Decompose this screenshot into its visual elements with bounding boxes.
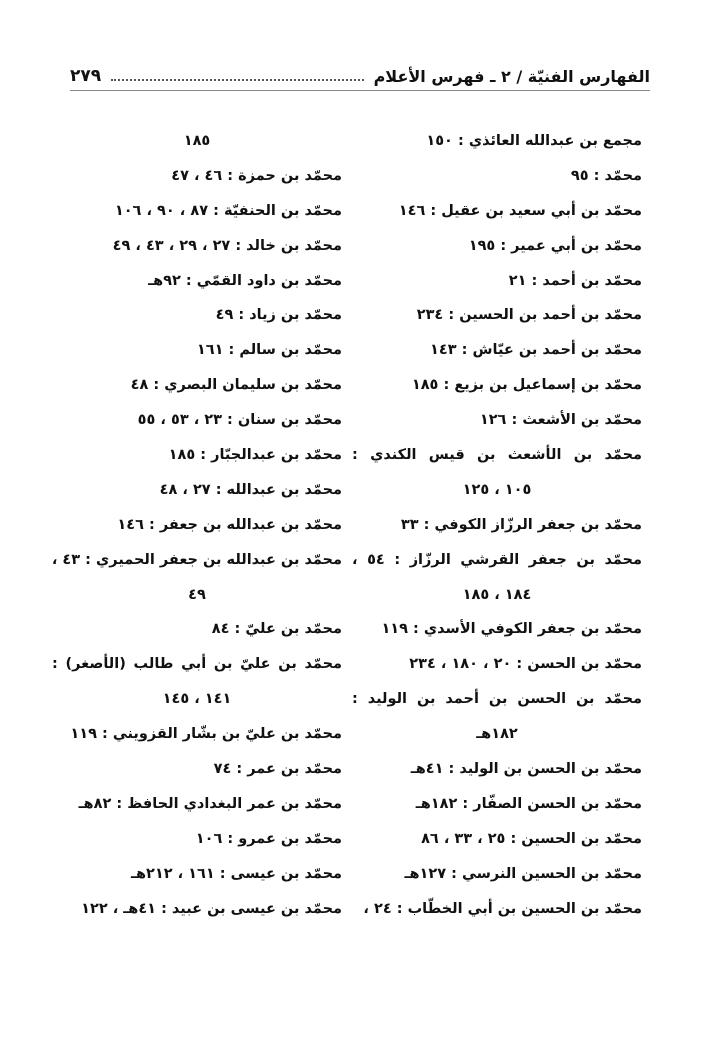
index-entry: محمّد بن أبي عمير : ١٩٥ [468, 237, 642, 254]
index-entry: محمّد : ٩٥ [570, 167, 642, 184]
index-entry: محمّد بن داود القمّي : ٩٢هـ [148, 272, 342, 289]
index-entry: محمّد بن الحسن الصفّار : ١٨٢هـ [415, 795, 642, 812]
index-entry: محمّد بن عيسى بن عبيد : ٤١هـ ، ١٢٢ [81, 900, 342, 917]
index-entry: مجمع بن عبدالله العائذي : ١٥٠ [426, 133, 642, 149]
index-entry: محمّد بن الحسين : ٢٥ ، ٣٣ ، ٨٦ [421, 830, 642, 847]
index-entry-continuation: ١٤١ ، ١٤٥ [162, 691, 232, 708]
index-entry: محمّد بن خالد : ٢٧ ، ٢٩ ، ٤٣ ، ٤٩ [112, 237, 342, 254]
index-entry: محمّد بن إسماعيل بن بزيع : ١٨٥ [411, 377, 642, 394]
index-entry: محمّد بن حمزة : ٤٦ ، ٤٧ [171, 167, 342, 184]
index-entry: محمّد بن أحمد بن الحسين : ٢٣٤ [416, 307, 642, 324]
index-entry-continuation: ٤٩ [188, 586, 206, 603]
index-entry: محمّد بن عبدالله بن جعفر الحميري : ٤٣ ، [51, 551, 342, 568]
index-entry: محمّد بن الحسين بن أبي الخطّاب : ٢٤ ، [363, 900, 642, 917]
index-entry: محمّد بن عمرو : ١٠٦ [195, 830, 342, 847]
index-entry: محمّد بن عبدالجبّار : ١٨٥ [168, 447, 342, 464]
index-entry: محمّد بن أبي سعيد بن عقيل : ١٤٦ [398, 202, 642, 219]
index-entry: محمّد بن عمر البغدادي الحافظ : ٨٢هـ [78, 795, 342, 812]
index-entry: محمّد بن عبدالله : ٢٧ ، ٤٨ [159, 481, 342, 498]
index-entry: محمّد بن عليّ بن أبي طالب (الأصغر) : [52, 656, 342, 673]
index-entry: محمّد بن الحسن بن أحمد بن الوليد : [352, 691, 642, 708]
index-entry: محمّد بن عمر : ٧٤ [213, 761, 342, 778]
running-title: الفهارس الفنيّة / ٢ ـ فهرس الأعلام [373, 67, 650, 86]
index-entry: محمّد بن أحمد بن عيّاش : ١٤٣ [430, 342, 642, 359]
index-entry: محمّد بن عليّ : ٨٤ [211, 621, 342, 638]
page-number: ٢٧٩ [70, 66, 102, 86]
index-entry: محمّد بن سالم : ١٦١ [196, 342, 342, 359]
index-entry: محمّد بن الحسن : ٢٠ ، ١٨٠ ، ٢٣٤ [409, 656, 642, 673]
index-entry: محمّد بن جعفر الرزّاز الكوفي : ٣٣ [400, 516, 642, 533]
leader-dots [111, 78, 363, 81]
index-entry: محمّد بن عيسى : ١٦١ ، ٢١٢هـ [130, 865, 342, 882]
index-entry: محمّد بن الأشعث : ١٢٦ [479, 412, 642, 429]
index-entry: محمّد بن الحنفيّة : ٨٧ ، ٩٠ ، ١٠٦ [114, 202, 342, 219]
index-entry: محمّد بن الحسن بن الوليد : ٤١هـ [410, 761, 642, 778]
index-entry: محمّد بن سنان : ٢٣ ، ٥٣ ، ٥٥ [137, 412, 342, 429]
index-entry: محمّد بن سليمان البصري : ٤٨ [130, 377, 342, 394]
index-entry-continuation: ١٨٥ [183, 133, 211, 149]
index-entry: محمّد بن عليّ بن بشّار القزويني : ١١٩ [70, 726, 342, 743]
index-entry-continuation: ١٠٥ ، ١٢٥ [462, 481, 532, 498]
index-entry: محمّد بن الأشعث بن قيس الكندي : [352, 447, 642, 464]
index-entry: محمّد بن عبدالله بن جعفر : ١٤٦ [117, 516, 342, 533]
index-entry-continuation: ١٨٢هـ [476, 726, 518, 743]
index-column-left [52, 124, 342, 926]
index-entry: محمّد بن الحسين النرسي : ١٢٧هـ [404, 865, 642, 882]
index-entry: محمّد بن جعفر القرشي الرزّاز : ٥٤ ، [352, 551, 642, 568]
index-entry: محمّد بن أحمد : ٢١ [508, 272, 642, 289]
index-column-right [352, 124, 642, 926]
running-header [70, 60, 650, 91]
index-entry: محمّد بن زياد : ٤٩ [215, 307, 342, 324]
index-entry-continuation: ١٨٤ ، ١٨٥ [462, 586, 532, 603]
index-entry: محمّد بن جعفر الكوفي الأسدي : ١١٩ [381, 621, 642, 638]
